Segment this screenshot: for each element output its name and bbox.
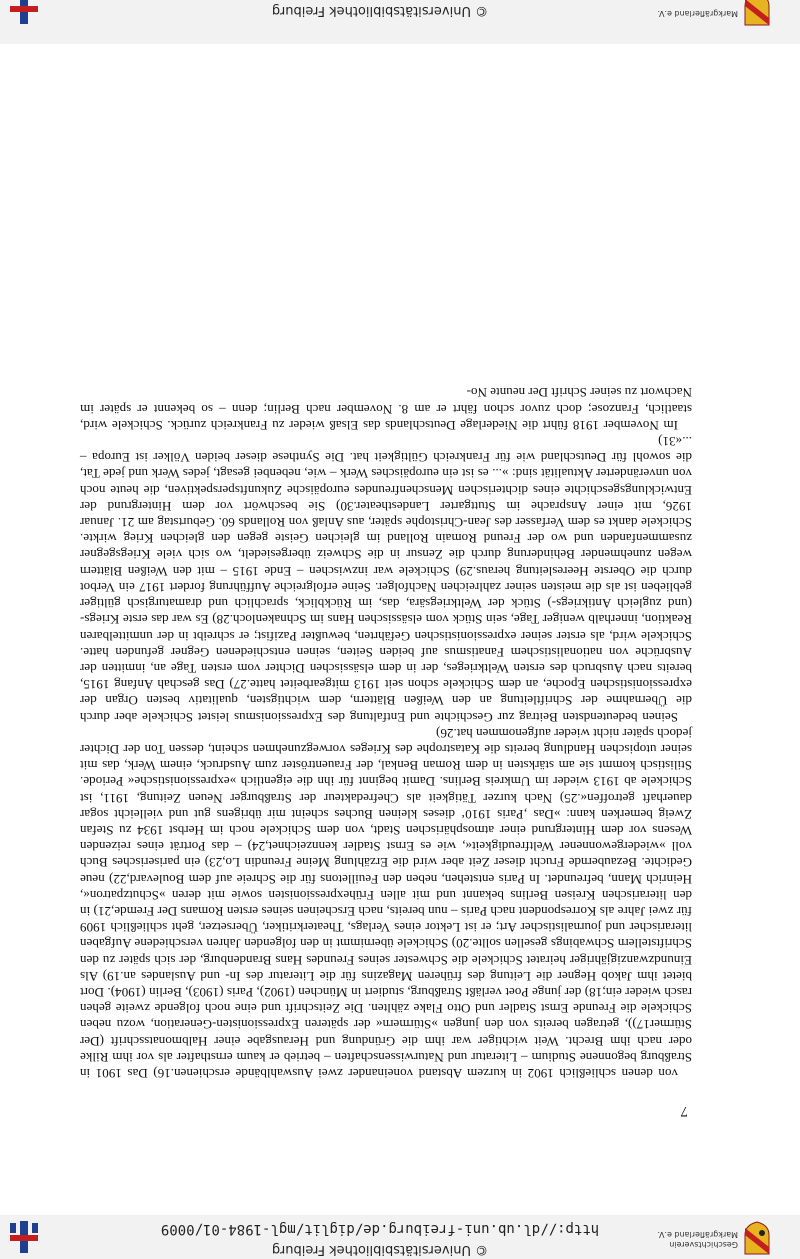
page-content	[80, 384, 692, 1119]
paragraph: von denen schließlich 1902 in kurzem Abstand voneinander zwei Auswahlbände erschienen.16) Das 1901 in Straßburg begonnene Studium – Literatur und Naturwissenschaften – betrieb er kaum ernsthafter als vor ihm Rilke oder nach ihm Brecht. Weit wichtiger war ihm die Gründung und Herausgabe einer Halbmonatsschrift (Der Stürmer17)), getragen bereits von den jungen »Stürmern« der späteren Expressionisten-Generation, wozu neben Schickele die Freunde Ernst Stadler und Otto Flake zählten. Die Zeitschrift und eine noch folgende zweite gehen rasch wieder ein;18) der junge Poet verläßt Straßburg, studiert in München (1902), Paris (1903), Berlin (1904). Dort bietet ihm Jakob Hegner die Leitung des früheren Magazins für die Literatur des In- und Auslandes an.19) Als Einundzwanzigjähriger heiratet Schickele die Schwester seines Freundes Hans Brandenburg, der sich später zu den Schriftstellern Schwabings gesellen sollte.20) Schickele übernimmt in den folgenden Jahren verschiedene Aufgaben literarischer und journalistischer Art; er ist Lektor eines Verlags, Theaterkritiker, Übersetzer, geht schließlich 1909 für zwei Jahre als Korrespondent nach Paris – nun bereits, nach Erscheinen seines ersten Romans Der Fremde,21) in den literarischen Kreisen Berlins bekannt und mit allen Frühexpressionisten sowie mit deren »Schutzpatron«, Heinrich Mann, befreundet. In Paris entstehen, neben den Feuilletons für die Schreie auf dem Boulevard,22) neue Gedichte. Bezaubernde Frucht dieser Zeit aber wird die Erzählung Meine Freundin Lo,23) ein pariserisches Buch voll »wiedergewonnener Weltfreudigkeit«, wie es Ernst Stadler kennzeichnet,24) – das Porträt eines reizenden Wesens vor dem Hintergrund einer atmosphärischen Stadt, von dem Schickele noch im Herbst 1934 zu Stefan Zweig bemerken kann: »Das ‚Paris 1910‘ dieses kleinen Buches scheint mir übrigens gut und vielleicht sogar dauerhaft getroffen«.25) Nach kurzer Tätigkeit als Chefredakteur der Straßburger Neuen Zeitung, 1911, ist Schickele ab 1913 wieder im Umkreis Berlins. Damit beginnt für ihn die eigentlich »expressionistische« Periode. Stilistisch kommt sie am stärksten in dem Roman Benkal, der Frauentröster zum Ausdruck, einem Werk, das mit seiner utopischen Handlung bereits die Katastrophe des Krieges vorwegzunehmen scheint, dessen Ton der Dichter jedoch später nicht wieder aufgenommen hat.26)	[80, 725, 692, 1081]
header-bar	[0, 1215, 800, 1259]
footer-society: Markgräflerland e.V.	[657, 9, 738, 18]
paragraph: Im November 1918 führt die Niederlage Deutschlands das Elsaß wieder zu Frankreich zurück. Schickele wird, staatlich, Franzose; doch zuvor schon fährt er am 8. November nach Berlin; denn – so bekennt er später im Nachwort zu seiner Schrift Der neunte No-	[80, 385, 692, 433]
society-crest-icon	[744, 1221, 770, 1255]
university-library-logo-icon	[6, 1219, 42, 1255]
university-library-logo-icon	[6, 0, 42, 26]
society-crest-icon	[744, 0, 770, 26]
society-name: Geschichtsverein Markgräflerland e.V.	[657, 1230, 738, 1249]
header-url[interactable]: http://dl.ub.uni-freiburg.de/diglit/mgl-1984-01/0009	[160, 1221, 600, 1237]
header-copyright: © Universitätsbibliothek Freiburg	[271, 1242, 489, 1257]
page-body-text	[80, 384, 692, 1081]
footer-copyright: © Universitätsbibliothek Freiburg	[271, 3, 489, 18]
footer-bar	[0, 0, 800, 44]
paragraph: Seinen bedeutendsten Beitrag zur Geschichte und Entfaltung des Expressionismus leistet Schickele aber durch die Übernahme der Schriftleitung an den Weißen Blättern, dem wichtigsten, qualitativ besten Organ der expressionistischen Epoche, an dem Schickele schon seit 1913 mitgearbeitet hatte.27) Das geschah Anfang 1915, bereits nach Ausbruch des ersten Weltkrieges, der in dem elsässischen Dichter vom ersten Tage an, inmitten der Ausbrüche von nationalistischem Fanatismus auf beiden Seiten, seinen entschiedenen Gegner gefunden hatte. Schickele wird, als erster seiner expressionistischen Gefährten, bewußter Pazifist; er schreibt in der unmittelbaren Reaktion, innerhalb weniger Tage, sein Stück vom elsässischen Hans im Schnakenloch.28) Es war das erste Kriegs- (und zugleich Antikriegs-) Stück der Weltkriegsära, das, im Rückblick, sprachlich und dramaturgisch gültiger geblieben ist als die meisten seiner zahlreichen Nachfolger. Seine erfolgreiche Aufführung fordert 1917 ein Verbot durch die Oberste Heeresleitung heraus.29) Schickele war inzwischen – Ende 1915 – mit den Weißen Blättern wegen zunehmender Behinderung durch die Zensur in die Schweiz übergesiedelt, wo sich viele Kriegsgegner zusammenfanden und wo der Freund Romain Rolland im gleichen Geiste gegen den gleichen Krieg wirkte. Schickele dankt es dem Verfasser des Jean-Christophe später, aus Anlaß von Rollands 60. Geburtstag am 21. Januar 1926, mit einer Ansprache im Stuttgarter Landestheater.30) Sie beschwört vor dem Hintergrund der Entwicklungsgeschichte eines dichterischen Menschenfreundes europäische Zukunftsperspektiven, die heute noch von unveränderter Aktualität sind: »... es ist ein europäisches Werk – wie, nebenbei gesagt, jedes Werk und jede Tat, die sowohl für Deutschland wie für Frankreich Gültigkeit hat. Die Synthese dieser beiden Völker ist Europa – ...«31)	[80, 434, 692, 725]
page-number: 7	[680, 1103, 688, 1119]
